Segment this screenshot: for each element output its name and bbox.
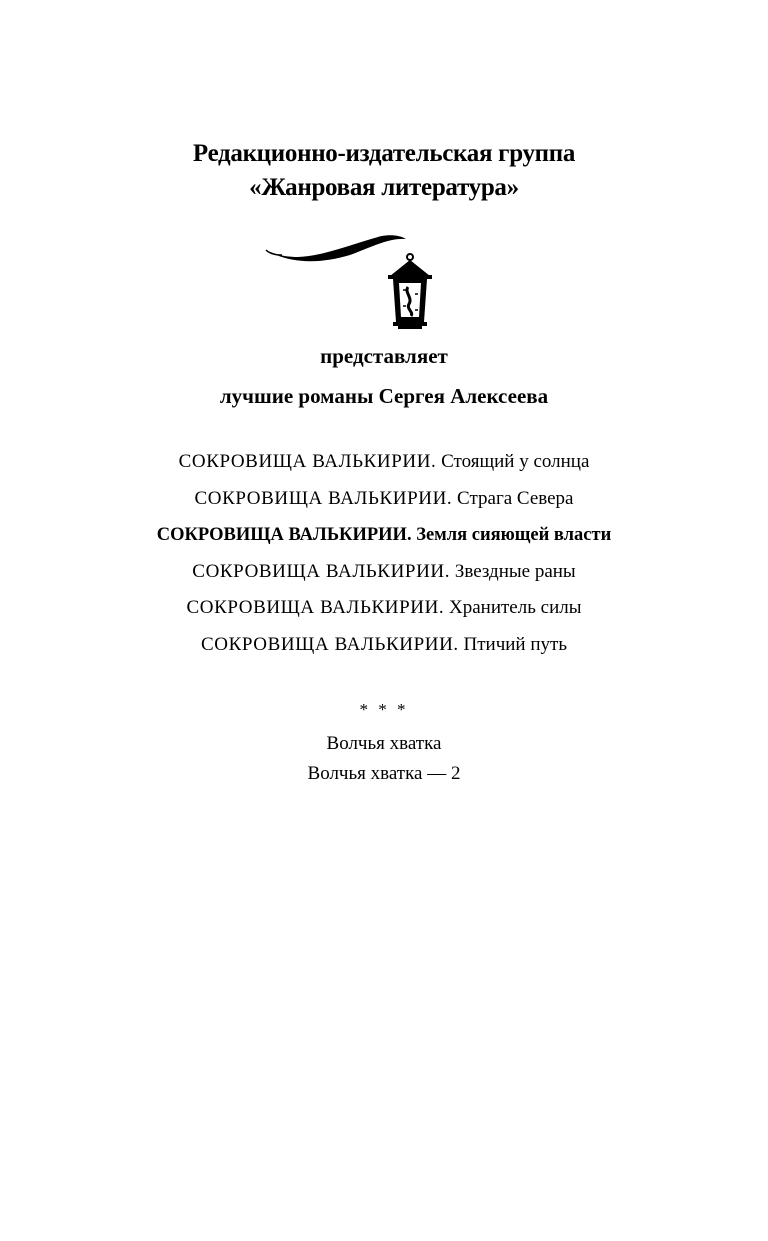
book-series: СОКРОВИЩА ВАЛЬКИРИИ. bbox=[178, 451, 437, 472]
other-book: Волчья хватка bbox=[326, 733, 442, 754]
book-item-current bbox=[0, 522, 768, 559]
publisher-name: Редакционно-издательская группа bbox=[192, 140, 576, 167]
book-item bbox=[0, 486, 768, 523]
book-item bbox=[0, 595, 768, 632]
book-list bbox=[0, 449, 768, 669]
book-title: Птичий путь bbox=[463, 633, 567, 655]
separator: * * * bbox=[359, 700, 409, 719]
publisher-imprint: «Жанровая литература» bbox=[249, 174, 519, 201]
book-series: СОКРОВИЩА ВАЛЬКИРИИ. bbox=[194, 487, 453, 509]
book-item bbox=[0, 559, 768, 596]
book-title: Звездные раны bbox=[454, 560, 576, 582]
book-title: Стоящий у солнца bbox=[441, 451, 590, 472]
book-item bbox=[0, 449, 768, 486]
book-title: Земля сияющей власти bbox=[416, 525, 612, 546]
book-series: СОКРОВИЩА ВАЛЬКИРИИ. bbox=[192, 560, 451, 582]
book-title: Страга Севера bbox=[457, 487, 574, 509]
book-series: СОКРОВИЩА ВАЛЬКИРИИ. bbox=[200, 633, 459, 655]
book-series: СОКРОВИЩА ВАЛЬКИРИИ. bbox=[186, 597, 445, 619]
subheading: лучшие романы Сергея Алексеева bbox=[219, 384, 549, 408]
book-title: Хранитель силы bbox=[449, 597, 582, 619]
other-book: Волчья хватка — 2 bbox=[307, 763, 461, 784]
presents-text: представляет bbox=[320, 344, 448, 368]
book-item bbox=[0, 632, 768, 669]
lantern-with-flourish-icon bbox=[260, 230, 440, 335]
book-series: СОКРОВИЩА ВАЛЬКИРИИ. bbox=[156, 525, 412, 546]
